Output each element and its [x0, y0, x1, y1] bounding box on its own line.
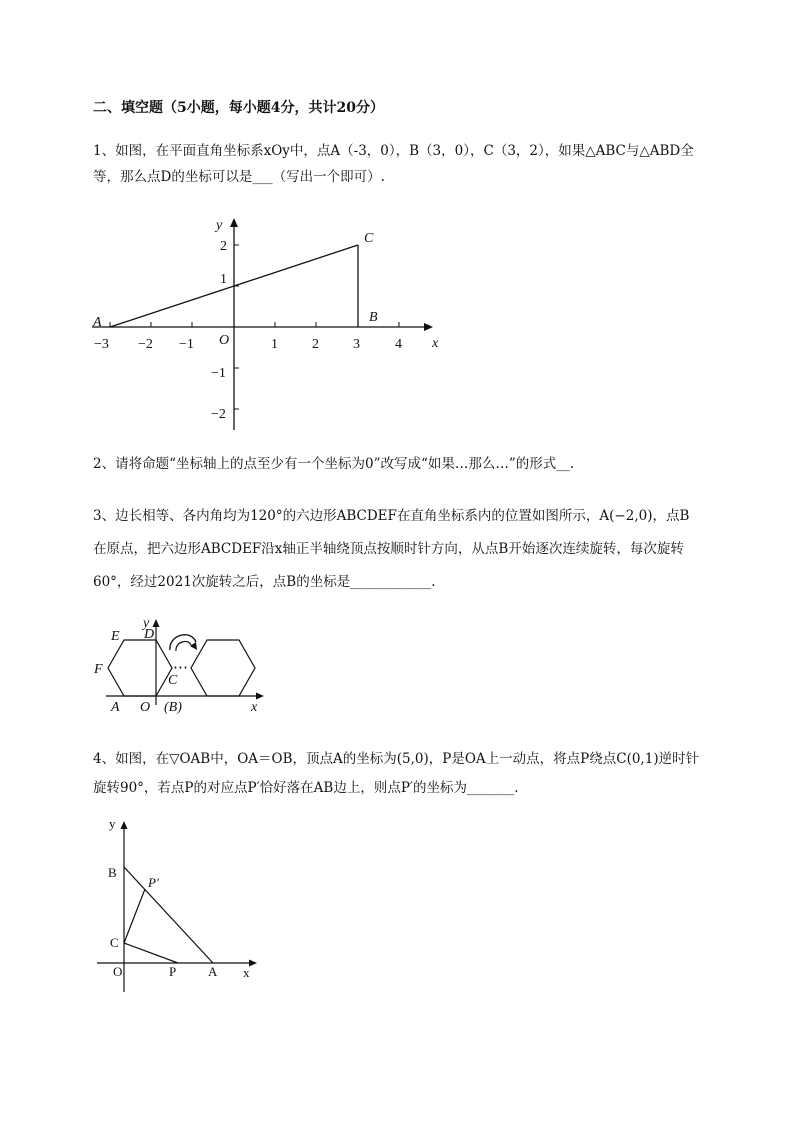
q3-label-a: A	[111, 700, 120, 715]
q1-y-tick-label: 2	[220, 239, 227, 254]
q1-y-tick-label: 1	[220, 272, 227, 287]
question-3-text	[93, 500, 733, 599]
q3-origin-label: O	[140, 700, 151, 715]
q3-rotation-arrow-icon	[170, 635, 196, 650]
q4-x-label: x	[243, 965, 250, 980]
q4-y-arrow	[121, 821, 128, 829]
q3-label-c: C	[168, 673, 178, 688]
q1-x-tick-label: 4	[395, 337, 402, 352]
question-2-text: 2、请将命题“坐标轴上的点至少有一个坐标为0”改写成“如果…那么…”的形式__.	[93, 456, 575, 472]
q4-segment-cp	[124, 943, 178, 963]
q4-label-b: B	[108, 865, 117, 880]
q1-point-c-label: C	[364, 231, 374, 246]
q3-label-d: D	[144, 627, 155, 642]
q1-x-tick-label: 2	[312, 337, 319, 352]
q1-y-tick-label: −1	[211, 366, 226, 381]
question-3-figure	[88, 610, 273, 720]
q4-label-c: C	[110, 935, 119, 950]
q1-y-tick-label: −2	[211, 407, 226, 422]
q1-x-tick-label: −1	[179, 337, 194, 352]
question-3-line-1: 3、边长相等、各内角均为120°的六边形ABCDEF在直角坐标系内的位置如图所示，A(−2,0)，点B	[93, 508, 690, 524]
q4-label-p-prime: P′	[148, 875, 159, 890]
q3-hexagon-right	[191, 640, 255, 696]
q1-x-tick-label: 3	[353, 337, 360, 352]
q4-label-a: A	[208, 964, 218, 979]
q1-x-arrow	[424, 323, 433, 331]
q3-y-label: y	[143, 616, 150, 631]
q3-dots: ⋯	[173, 660, 188, 676]
question-1-text	[93, 138, 733, 190]
q3-x-arrow	[256, 693, 264, 700]
q1-y-label: y	[216, 218, 223, 233]
q3-y-arrow	[153, 619, 160, 627]
question-1-figure	[85, 212, 455, 434]
q3-label-e: E	[111, 629, 120, 644]
q4-label-o: O	[113, 964, 123, 979]
q4-y-label: y	[109, 816, 116, 831]
q1-x-label: x	[432, 336, 439, 351]
q1-x-tick-label: 1	[271, 337, 278, 352]
q4-label-p: P	[169, 964, 177, 979]
q4-x-arrow	[249, 960, 257, 967]
question-3-line-2: 在原点，把六边形ABCDEF沿x轴正半轴绕顶点按顺时针方向，从点B开始逐次连续旋转，每次旋转	[93, 541, 684, 557]
q1-origin-label: O	[219, 333, 230, 348]
question-4-figure	[95, 812, 265, 997]
q1-x-tick-label: −2	[138, 337, 153, 352]
q4-segment-ba	[124, 867, 213, 963]
q1-point-b-label: B	[369, 310, 378, 325]
question-3-line-3: 60°，经过2021次旋转之后，点B的坐标是____________.	[93, 574, 436, 590]
q1-point-a-label: A	[93, 315, 102, 330]
q3-label-f: F	[94, 662, 103, 677]
question-4-line-2: 旋转90°，若点P的对应点P′恰好落在AB边上，则点P′的坐标为_______.	[93, 780, 519, 796]
question-1-line-2: 等，那么点D的坐标可以是___（写出一个即可）.	[93, 169, 385, 185]
section-title: 二、填空题（5小题，每小题4分，共计20分）	[93, 100, 384, 116]
q4-segment-cp-prime	[124, 889, 145, 943]
q1-y-arrow	[230, 218, 238, 227]
q3-hexagon-left	[108, 640, 172, 696]
question-4-text	[93, 745, 733, 803]
q3-x-label: x	[251, 700, 258, 715]
q3-label-b: (B)	[164, 700, 182, 715]
question-1-line-1: 1、如图，在平面直角坐标系xOy中，点A（-3，0），B（3，0），C（3，2），如果△ABC与△ABD全	[93, 143, 694, 159]
question-4-line-1: 4、如图，在▽OAB中，OA＝OB，顶点A的坐标为(5,0)，P是OA上一动点，将点P绕点C(0,1)逆时针	[93, 751, 700, 767]
q1-x-tick-label: −3	[94, 337, 109, 352]
